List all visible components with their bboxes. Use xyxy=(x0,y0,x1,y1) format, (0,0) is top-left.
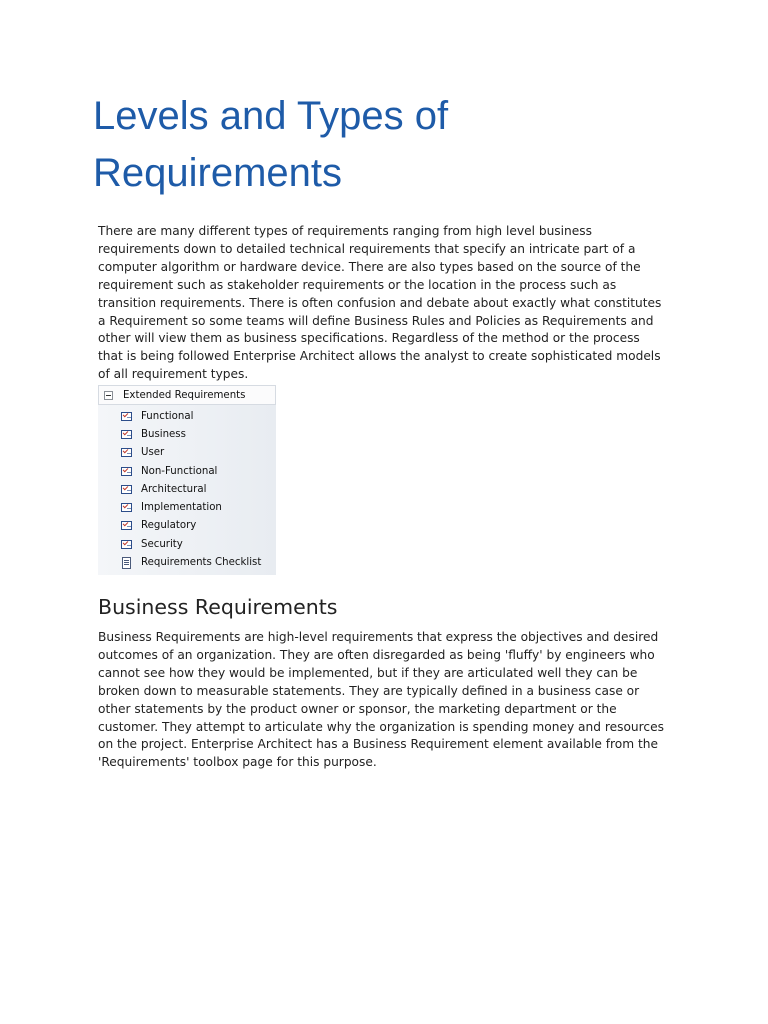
requirement-icon xyxy=(121,448,132,457)
toolbox-item-label: Non-Functional xyxy=(141,465,218,477)
requirement-icon xyxy=(121,540,132,549)
toolbox-item-label: Implementation xyxy=(141,502,222,514)
section-heading: Business Requirements xyxy=(98,595,338,619)
toolbox-item-label: Requirements Checklist xyxy=(141,557,262,569)
toolbox-item-implementation[interactable] xyxy=(98,498,276,516)
toolbox-item-functional[interactable] xyxy=(98,407,276,425)
requirement-icon xyxy=(121,485,132,494)
checklist-document-icon xyxy=(122,557,131,569)
toolbox-item-requirements-checklist[interactable] xyxy=(98,553,276,571)
toolbox-item-user[interactable] xyxy=(98,444,276,462)
toolbox-header[interactable] xyxy=(98,385,276,405)
intro-paragraph: There are many different types of requirements ranging from high level business requirements down to detailed technical requirements that specify an intricate part of a computer algorithm or hardware device. There are also types based on the source of the requirement such as stakeholder requirements or the location in the process such as transition requirements. There is often confusion and debate about exactly what constitutes a Requirement so some teams will define Business Rules and Policies as Requirements and other will view them as business specifications. Regardless of the method or the process that is being followed Enterprise Architect allows the analyst to create sophisticated models of all requirement types. xyxy=(98,224,662,382)
toolbox-item-list xyxy=(98,407,276,572)
page-title xyxy=(93,88,653,202)
toolbox-item-label: User xyxy=(141,447,165,459)
requirement-icon xyxy=(121,521,132,530)
toolbox-item-security[interactable] xyxy=(98,535,276,553)
toolbox-item-label: Functional xyxy=(141,410,194,422)
toolbox-item-label: Architectural xyxy=(141,483,207,495)
extended-requirements-toolbox xyxy=(98,385,276,575)
requirement-icon xyxy=(121,503,132,512)
toolbox-item-non-functional[interactable] xyxy=(98,462,276,480)
toolbox-item-architectural[interactable] xyxy=(98,480,276,498)
requirement-icon xyxy=(121,430,132,439)
title-line-1: Levels and Types of xyxy=(93,94,449,138)
toolbox-item-label: Security xyxy=(141,538,183,550)
title-line-2: Requirements xyxy=(93,151,343,195)
toolbox-header-label: Extended Requirements xyxy=(123,389,246,401)
requirement-icon xyxy=(121,412,132,421)
toolbox-item-label: Business xyxy=(141,428,186,440)
toolbox-item-business[interactable] xyxy=(98,425,276,443)
section-paragraph: Business Requirements are high-level requirements that express the objectives and desired outcomes of an organization. They are often disregarded as being 'fluffy' by engineers who cannot see how they would be implemented, but if they are articulated well they can be broken down to measurable statements. They are typically defined in a business case or other statements by the product owner or sponsor, the marketing department or the customer. They attempt to articulate why the organization is spending money and resources on the project. Enterprise Architect has a Business Requirement element available from the 'Requirements' toolbox page for this purpose. xyxy=(98,630,664,770)
requirement-icon xyxy=(121,467,132,476)
toolbox-item-label: Regulatory xyxy=(141,520,197,532)
collapse-icon[interactable] xyxy=(104,391,113,400)
toolbox-item-regulatory[interactable] xyxy=(98,517,276,535)
